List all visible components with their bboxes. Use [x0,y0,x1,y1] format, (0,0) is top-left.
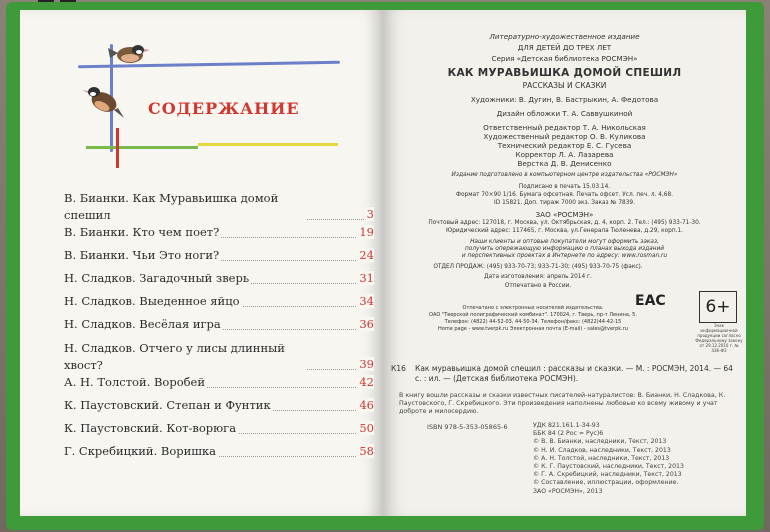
address-line: Почтовый адрес: 127018, г. Москва, ул. Октябрьская, д. 4, корп. 2. Тел.: (495) 933-71-30. [428,220,701,226]
credit-line: Технический редактор Е. С. Гусева [497,141,632,150]
bbk-code: ББК 84 (2 Рос = Рус)6 [533,430,604,438]
right-page [383,10,746,516]
bibliographic-entry: Как муравьишка домой спешил : рассказы и сказки. — М. : РОСМЭН, 2014. — 64 с. : ил. — (Детская библиотека РОСМЭН). [415,364,733,383]
toc-entry-page: 34 [359,294,374,308]
toc-entry [64,223,374,246]
copyright-line: © Н. И. Сладков, наследники, Текст, 2013 [533,446,671,454]
copyright-line: © К. Г. Паустовский, наследники, Текст, 2013 [533,463,684,471]
age-rating-note: Знак информационной продукции согласно Федеральному закону от 29.12.2010 г. № 436-ФЗ [695,323,743,353]
printing-house-line: Телефон: (4822) 44-52-03, 44-50-34. Телефон/факс: (4822)44-42-15 [444,319,622,325]
edition-type: Литературно-художественное издание [489,32,640,41]
toc-entry-page: 39 [359,357,374,371]
toc-entry-title: Г. Скребицкий. Воришка [64,444,217,458]
copyright-line: © Составление, иллюстрации, оформление. [533,479,679,487]
toc-entry-title: А. Н. Толстой. Воробей [64,375,206,389]
udk-code: УДК 821.161.1-34-93 [533,422,600,429]
table-of-contents [64,188,374,465]
toc-entry-title: Н. Сладков. Выеденное яйцо [64,294,240,308]
toc-entry [64,442,374,465]
printing-house-line: Отпечатано с электронных носителей издательства. [462,305,604,311]
printing-house-line: Home page - www.tverpk.ru Электронная почта (E-mail) - sales@tverpk.ru [438,326,628,332]
age-rating-badge: 6+ [699,291,737,323]
toc-entry-page: 36 [359,317,374,331]
bird-illustration [80,80,126,120]
credit-line: Корректор Л. А. Лазарева [515,150,614,159]
printed-in: Отпечатано в России. [504,283,572,289]
cover-design: Дизайн обложки Т. А. Саввушкиной [496,109,633,118]
toc-entry [64,269,374,292]
toc-entry-page: 46 [359,398,374,412]
toc-entry [64,292,374,315]
toc-entry-page: 3 [366,207,374,221]
toc-entry-page: 42 [359,375,374,389]
toc-entry-page: 31 [359,271,374,285]
print-info-line: Формат 70×90 1/16. Бумага офсетная. Печать офсет. Усл. печ. л. 4,68. [455,192,673,198]
decorative-line [198,143,338,146]
copyright-line: © Г. А. Скребицкий, наследники, Текст, 2013 [533,471,682,479]
toc-entry-title: К. Паустовский. Кот-ворюга [64,421,237,435]
toc-entry-page: 19 [359,225,374,239]
printing-house-line: ОАО "Тверской полиграфический комбинат". 170024, г. Тверь, пр-т Ленина, 5. [429,312,637,318]
toc-entry-title: К. Паустовский. Степан и Фунтик [64,398,271,412]
toc-title: СОДЕРЖАНИЕ [148,99,300,118]
toc-entry [64,338,374,373]
toc-entry-title: В. Бианки. Кто чем поет? [64,225,220,239]
book-title: КАК МУРАВЬИШКА ДОМОЙ СПЕШИЛ [447,67,682,79]
series-name: Серия «Детская библиотека РОСМЭН» [491,54,638,63]
customer-note-line: получить опережающую информацию о планах выхода изданий [465,246,664,252]
customer-note-line: и перспективных проектах в Интернете по адресу: www.rosman.ru [461,253,668,259]
left-page [20,10,383,516]
copyright-line: © В. В. Бианки, наследники, Текст, 2013 [533,438,667,446]
toc-entry-page: 58 [359,444,374,458]
decorative-line [116,128,119,168]
bird-illustration [108,38,152,72]
toc-entry [64,396,374,419]
toc-entry-page: 50 [359,421,374,435]
toc-entry-title: В. Бианки. Чьи Это ноги? [64,248,220,262]
toc-entry [64,373,374,396]
illustrators: Художники: В. Дугин, В. Бастрыкин, А. Федотова [470,95,659,104]
toc-entry-title: Н. Сладков. Отчего у лисы длинный хвост? [64,340,306,374]
copyright-block [533,422,733,496]
prepared-note: Издание подготовлено в компьютерном центре издательства «РОСМЭН» [451,172,678,178]
toc-entry [64,246,374,269]
toc-entry-title: Н. Сладков. Весёлая игра [64,317,221,331]
isbn: ISBN 978-5-353-05865-6 [427,423,508,431]
toc-entry [64,419,374,442]
customer-note-line: Наши клиенты и оптовые покупатели могут оформить заказ, [470,239,659,245]
credit-line: Художественный редактор О. В. Куликова [483,132,646,141]
credit-line: Ответственный редактор Т. А. Никольская [483,123,646,132]
publisher-name: ЗАО «РОСМЭН» [535,210,594,219]
toc-entry-title: Н. Сладков. Загадочный зверь [64,271,250,285]
annotation: В книгу вошли рассказы и сказки известных писателей-натуралистов: В. Бианки, Н. Сладкова, К. Паустовского, Г. Скребицкого. Эти произведения наполнены любовью ко всему живому и учат доброте и милосердию. [399,392,726,415]
copyright-line: © А. Н. Толстой, наследники, Текст, 2013 [533,454,670,462]
toc-entry [64,188,374,223]
eac-mark: ЕАС [635,293,666,309]
toc-entry [64,315,374,338]
print-info-line: ID 15821. Доп. тираж 7000 экз. Заказ № 7839. [494,200,635,206]
release-date: Дата изготовления: апрель 2014 г. [484,274,592,280]
decorative-line [86,146,198,149]
toc-entry-page: 24 [359,248,374,262]
sales-dept: ОТДЕЛ ПРОДАЖ: (495) 933-70-73; 933-71-30; (495) 933-70-75 (факс). [433,264,643,270]
toc-entry-title: В. Бианки. Как Муравьишка домой спешил [64,190,306,224]
address-line: Юридический адрес: 117465, г. Москва, ул.Генерала Тюленева, д.29, корп.1. [445,228,684,234]
print-info-line: Подписано в печать 15.03.14. [518,184,611,190]
book-subtitle: РАССКАЗЫ И СКАЗКИ [522,81,607,90]
credit-line: Верстка Д. В. Денисенко [517,159,612,168]
catalog-code: К16 [391,364,406,373]
age-group: ДЛЯ ДЕТЕЙ ДО ТРЕХ ЛЕТ [517,43,612,52]
copyright-line: ЗАО «РОСМЭН», 2013 [533,487,603,495]
